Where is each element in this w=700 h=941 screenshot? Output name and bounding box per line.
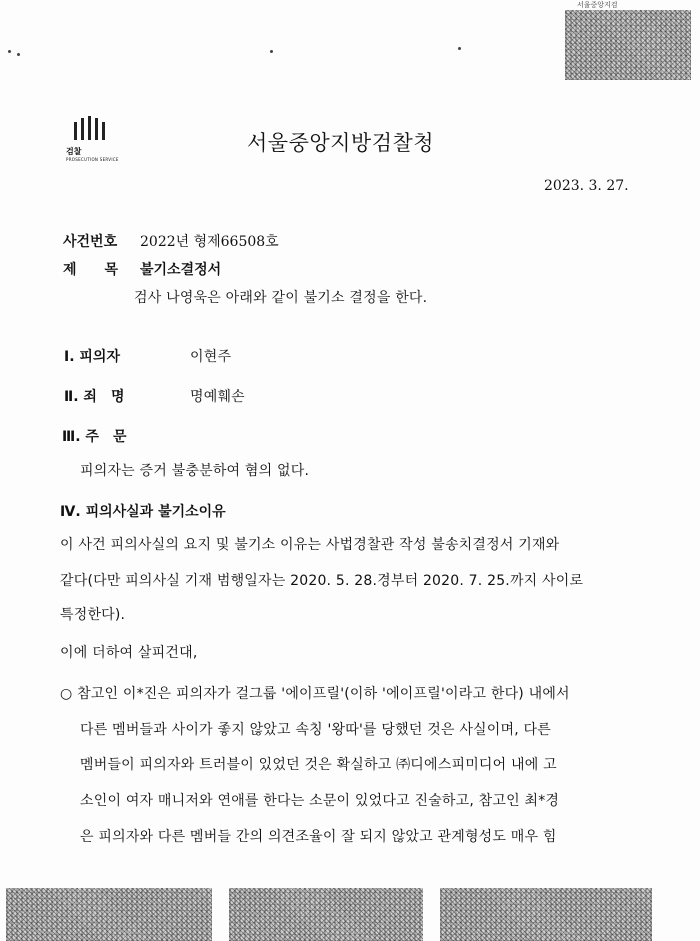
document-date: 2023. 3. 27.: [544, 178, 629, 194]
disposition-text: 피의자는 증거 불충분하여 혐의 없다.: [80, 463, 310, 479]
reason-paragraph-line: 이 사건 피의사실의 요지 및 불기소 이유는 사법경찰관 작성 불송치결정서 기재와: [60, 537, 560, 553]
scan-dot: [270, 50, 273, 53]
case-number-label: 사건번호: [63, 234, 118, 250]
section-reasons-heading: Ⅳ. 피의사실과 불기소이유: [60, 504, 226, 520]
subject-value: 불기소결정서: [140, 262, 222, 278]
witness-statement-line: 다른 멤버들과 사이가 좋지 않았고 속칭 '왕따'를 당했던 것은 사실이며, 다른: [80, 722, 551, 738]
scan-dot: [458, 47, 461, 50]
section-charge-heading: Ⅱ. 죄 명: [64, 389, 125, 405]
witness-statement-line: ○ 참고인 이*진은 피의자가 걸그룹 '에이프릴'(이하 '에이프릴'이라고 한다) 내에서: [60, 686, 570, 702]
case-number-value: 2022년 형제66508호: [140, 234, 279, 250]
reason-paragraph-line: 같다(다만 피의사실 기재 범행일자는 2020. 5. 28.경부터 2020. 7. 25.까지 사이로: [60, 573, 584, 589]
scan-dot: [17, 53, 20, 56]
footer-barcode: [229, 888, 423, 941]
logo-subtitle: PROSECUTION SERVICE: [66, 157, 119, 162]
witness-statement-line: 은 피의자와 다른 멤버들 간의 의견조율이 잘 되지 않았고 관계형성도 매우 힘: [80, 829, 557, 845]
witness-statement-line: 소인이 여자 매니저와 연애를 한다는 소문이 있었다고 진술하고, 참고인 최*경: [80, 793, 560, 809]
decision-intro: 검사 나영욱은 아래와 같이 불기소 결정을 한다.: [134, 290, 428, 306]
office-title: 서울중앙지방검찰청: [247, 131, 435, 155]
suspect-name: 이현주: [190, 349, 232, 365]
witness-statement-line: 멤버들이 피의자와 트러블이 있었던 것은 확실하고 ㈜디에스피미디어 내에 고: [80, 757, 557, 773]
qr-code: [565, 10, 691, 80]
subject-label: 제 목: [63, 262, 119, 278]
footer-barcode: [440, 888, 652, 941]
additional-review-line: 이에 더하여 살피건대,: [60, 645, 198, 661]
reason-paragraph-line: 특정한다).: [60, 607, 126, 623]
charge-name: 명예훼손: [190, 389, 245, 405]
logo-name: 검찰: [66, 147, 82, 156]
stamp-label: 서울중앙지검: [577, 1, 618, 9]
section-suspect-heading: Ⅰ. 피의자: [64, 349, 120, 365]
scan-dot: [8, 50, 11, 53]
section-disposition-heading: Ⅲ. 주 문: [62, 429, 127, 445]
logo-bars-icon: [74, 116, 126, 140]
prosecution-logo: [66, 116, 126, 166]
footer-barcode: [6, 888, 212, 941]
